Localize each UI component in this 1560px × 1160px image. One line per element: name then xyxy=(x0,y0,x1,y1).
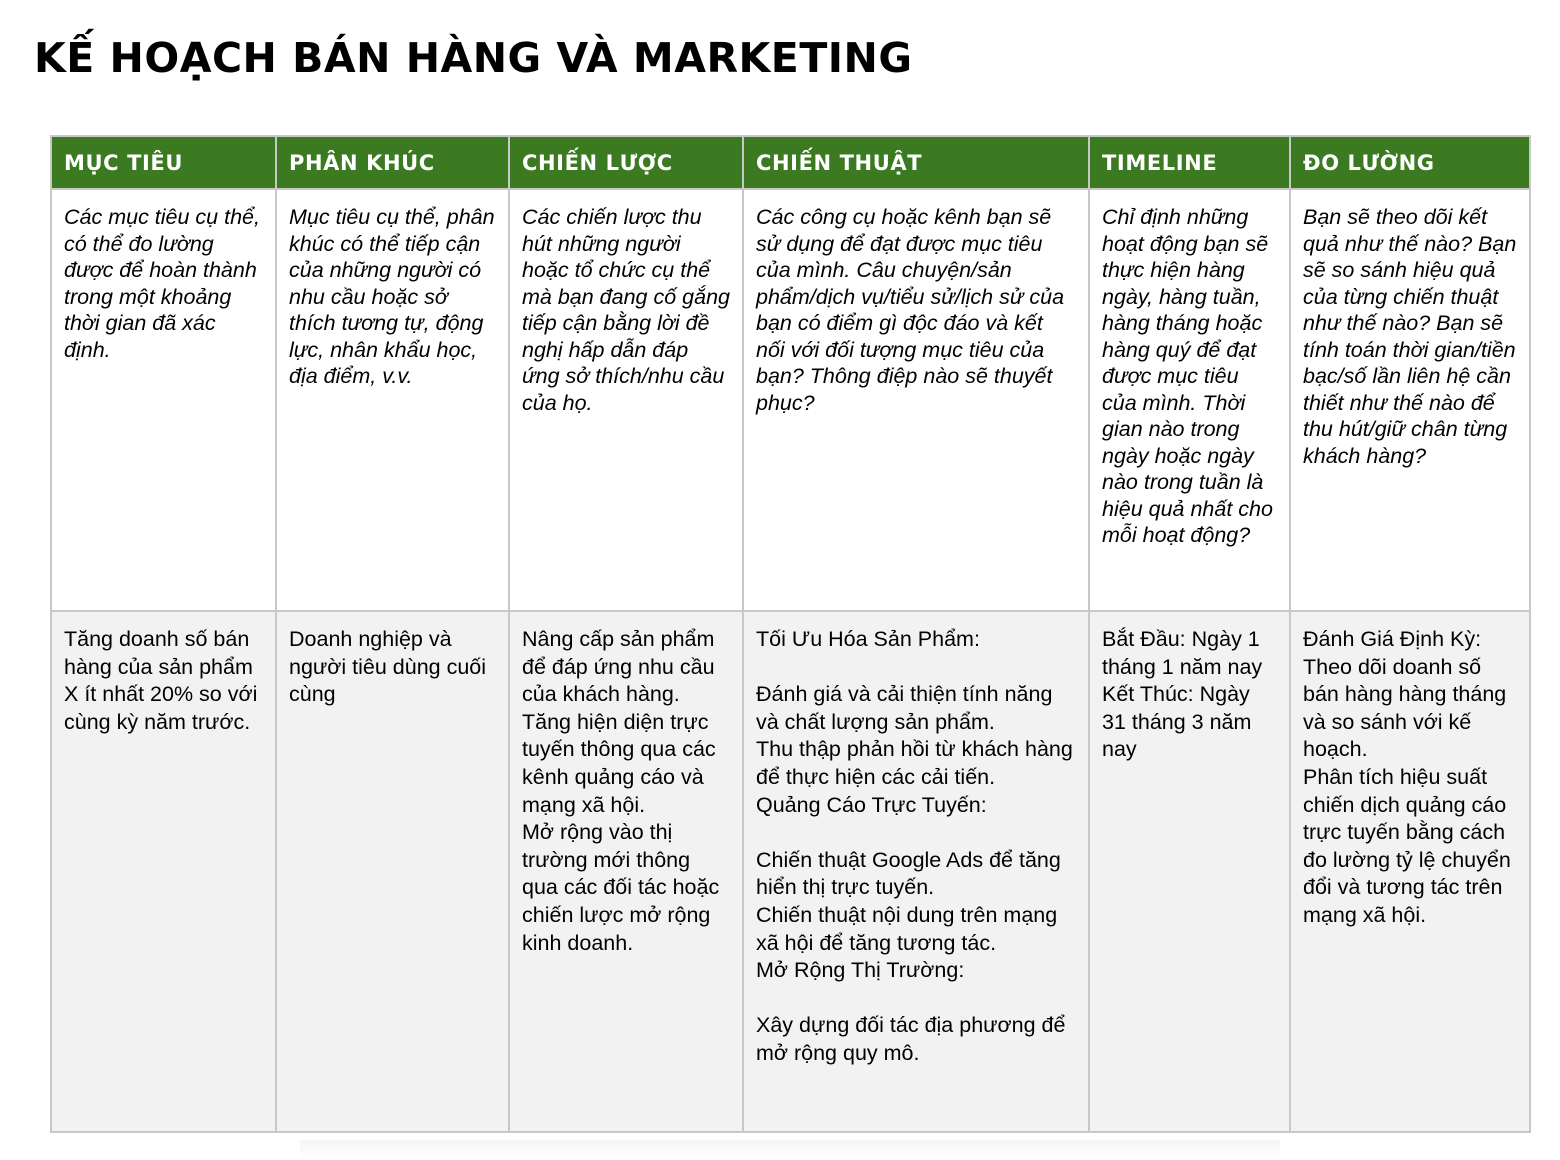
content-cell-phan-khuc[interactable] xyxy=(276,611,509,1132)
content-cell-muc-tieu[interactable] xyxy=(51,611,276,1132)
guide-cell-phan-khuc[interactable] xyxy=(276,189,509,611)
table-row-guide xyxy=(51,189,1530,611)
sales-marketing-plan-table xyxy=(50,135,1531,1133)
guide-text-timeline: Chỉ định những hoạt động bạn sẽ thực hiện hàng ngày, hàng tuần, hàng tháng hoặc hàng quý để đạt được mục tiêu của mình. Thời gian nào trong ngày hoặc ngày nào trong tuần là hiệu quả nhất cho mỗi hoạt động? xyxy=(1102,205,1273,547)
page-title: KẾ HOẠCH BÁN HÀNG VÀ MARKETING xyxy=(34,34,913,82)
table-row-content xyxy=(51,611,1530,1132)
content-cell-chien-luoc[interactable] xyxy=(509,611,743,1132)
content-text-muc-tieu: Tăng doanh số bán hàng của sản phẩm X ít nhất 20% so với cùng kỳ năm trước. xyxy=(64,627,258,734)
guide-text-do-luong: Bạn sẽ theo dõi kết quả như thế nào? Bạn sẽ so sánh hiệu quả của từng chiến thuật như thế nào? Bạn sẽ tính toán thời gian/tiền bạc/số lần liên hệ cần thiết như thế nào để thu hút/giữ chân từng khách hàng? xyxy=(1303,205,1517,468)
header-do-luong: ĐO LƯỜNG xyxy=(1290,136,1530,189)
content-text-do-luong: Đánh Giá Định Kỳ: Theo dõi doanh số bán hàng hàng tháng và so sánh với kế hoạch. Phân tích hiệu suất chiến dịch quảng cáo trực tuyến bằng cách đo lường tỷ lệ chuyển đổi và tương tác trên mạng xã hội. xyxy=(1303,627,1511,927)
content-text-timeline: Bắt Đầu: Ngày 1 tháng 1 năm nay Kết Thúc: Ngày 31 tháng 3 năm nay xyxy=(1102,627,1263,762)
guide-text-phan-khuc: Mục tiêu cụ thể, phân khúc có thể tiếp cận của những người có nhu cầu hoặc sở thích tương tự, động lực, nhân khẩu học, địa điểm, v.v. xyxy=(289,205,495,388)
content-cell-chien-thuat[interactable] xyxy=(743,611,1089,1132)
guide-cell-chien-luoc[interactable] xyxy=(509,189,743,611)
content-text-chien-luoc: Nâng cấp sản phẩm để đáp ứng nhu cầu của khách hàng. Tăng hiện diện trực tuyến thông qua các kênh quảng cáo và mạng xã hội. Mở rộng vào thị trường mới thông qua các đối tác hoặc chiến lược mở rộng kinh doanh. xyxy=(522,627,720,955)
content-cell-do-luong[interactable] xyxy=(1290,611,1530,1132)
guide-cell-chien-thuat[interactable] xyxy=(743,189,1089,611)
header-muc-tieu: MỤC TIÊU xyxy=(51,136,276,189)
guide-cell-do-luong[interactable] xyxy=(1290,189,1530,611)
guide-text-muc-tieu: Các mục tiêu cụ thể, có thể đo lường được để hoàn thành trong một khoảng thời gian đã xác định. xyxy=(64,205,260,362)
content-cell-timeline[interactable] xyxy=(1089,611,1290,1132)
bottom-shadow xyxy=(300,1140,1280,1160)
guide-text-chien-thuat: Các công cụ hoặc kênh bạn sẽ sử dụng để đạt được mục tiêu của mình. Câu chuyện/sản phẩm/dịch vụ/tiểu sử/lịch sử của bạn có điểm gì độc đáo và kết nối với đối tượng mục tiêu của bạn? Thông điệp nào sẽ thuyết phục? xyxy=(756,205,1065,415)
header-phan-khuc: PHÂN KHÚC xyxy=(276,136,509,189)
table-header-row xyxy=(51,136,1530,189)
content-text-chien-thuat: Tối Ưu Hóa Sản Phẩm: Đánh giá và cải thiện tính năng và chất lượng sản phẩm. Thu thập phản hồi từ khách hàng để thực hiện các cải tiến. Quảng Cáo Trực Tuyến: Chiến thuật Google Ads để tăng hiển thị trực tuyến. Chiến thuật nội dung trên mạng xã hội để tăng tương tác. Mở Rộng Thị Trường: Xây dựng đối tác địa phương để mở rộng quy mô. xyxy=(756,627,1073,1065)
content-text-phan-khuc: Doanh nghiệp và người tiêu dùng cuối cùng xyxy=(289,627,487,707)
guide-cell-muc-tieu[interactable] xyxy=(51,189,276,611)
header-chien-luoc: CHIẾN LƯỢC xyxy=(509,136,743,189)
header-timeline: TIMELINE xyxy=(1089,136,1290,189)
header-chien-thuat: CHIẾN THUẬT xyxy=(743,136,1089,189)
guide-text-chien-luoc: Các chiến lược thu hút những người hoặc tổ chức cụ thể mà bạn đang cố gắng tiếp cận bằng lời đề nghị hấp dẫn đáp ứng sở thích/nhu cầu của họ. xyxy=(522,205,730,415)
guide-cell-timeline[interactable] xyxy=(1089,189,1290,611)
